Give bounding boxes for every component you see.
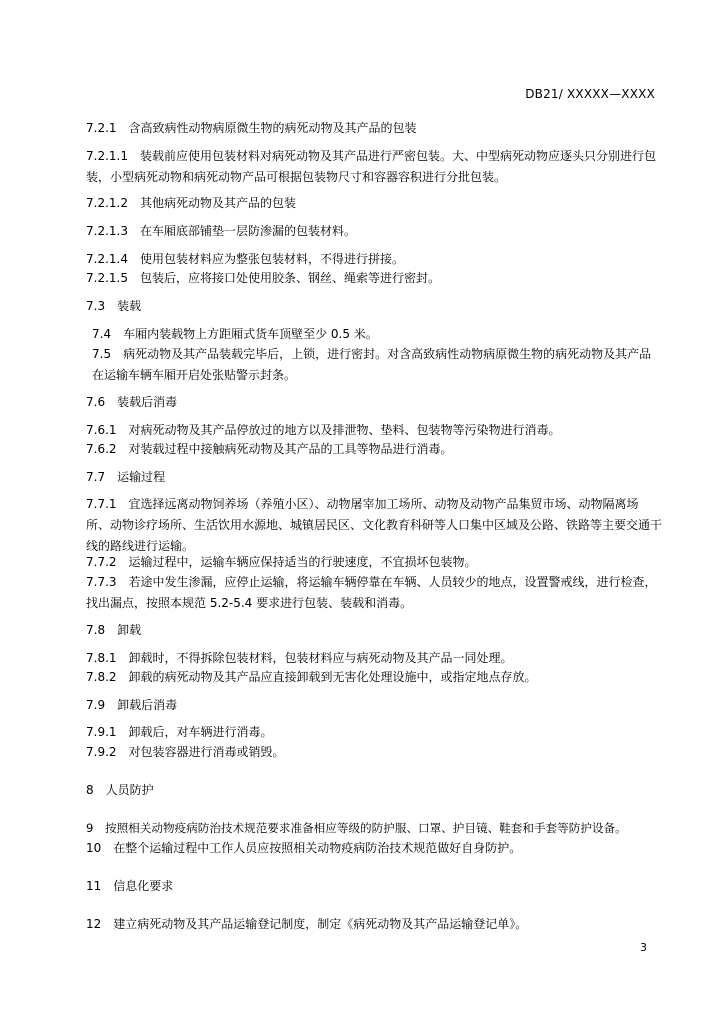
document-code-header: DB21/ XXXXX—XXXX	[525, 87, 655, 101]
section-7-5: 7.5 病死动物及其产品装载完毕后，上锁，进行密封。对含高致病性动物病原微生物的病死动物及其产品在运输车辆车厢开启处张贴警示封条。	[92, 347, 652, 382]
section-7-6-1: 7.6.1 对病死动物及其产品停放过的地方以及排泄物、垫料、包装物等污染物进行消毒。	[86, 423, 561, 437]
section-7-8-2: 7.8.2 卸载的病死动物及其产品应直接卸载到无害化处理设施中，或指定地点存放。	[86, 670, 537, 684]
section-7-3: 7.3 装载	[86, 299, 142, 313]
section-9: 9 按照相关动物疫病防治技术规范要求准备相应等级的防护服、口罩、护目镜、鞋套和手套等防护设备。	[86, 821, 627, 835]
section-7-2-1-2: 7.2.1.2 其他病死动物及其产品的包装	[86, 196, 296, 210]
section-12: 12 建立病死动物及其产品运输登记制度，制定《病死动物及其产品运输登记单》。	[86, 917, 528, 931]
section-7-8: 7.8 卸载	[86, 623, 142, 637]
section-7-9-1: 7.9.1 卸载后，对车辆进行消毒。	[86, 725, 273, 739]
page-number: 3	[640, 941, 647, 954]
section-7-2-1-1: 7.2.1.1 装载前应使用包装材料对病死动物及其产品进行严密包装。大、中型病死动物应逐头只分别进行包装，小型病死动物和病死动物产品可根据包装物尺寸和容器容积进行分批包装。	[86, 149, 656, 184]
section-11: 11 信息化要求	[86, 879, 174, 893]
section-7-2-1-3: 7.2.1.3 在车厢底部铺垫一层防渗漏的包装材料。	[86, 224, 356, 238]
section-10: 10 在整个运输过程中工作人员应按照相关动物疫病防治技术规范做好自身防护。	[86, 841, 522, 855]
section-7-9-2: 7.9.2 对包装容器进行消毒或销毁。	[86, 745, 285, 759]
section-7-2-1: 7.2.1 含高致病性动物病原微生物的病死动物及其产品的包装	[86, 121, 417, 135]
section-8: 8 人员防护	[86, 783, 154, 797]
section-7-2-1-4: 7.2.1.4 使用包装材料应为整张包装材料，不得进行拼接。	[86, 252, 404, 266]
section-7-6: 7.6 装载后消毒	[86, 395, 178, 409]
section-7-7-2: 7.7.2 运输过程中，运输车辆应保持适当的行驶速度，不宜损坏包装物。	[86, 555, 477, 569]
section-7-8-1: 7.8.1 卸载时，不得拆除包装材料，包装材料应与病死动物及其产品一同处理。	[86, 651, 513, 665]
section-7-4: 7.4 车厢内装载物上方距厢式货车顶壁至少 0.5 米。	[92, 327, 378, 341]
section-7-7: 7.7 运输过程	[86, 470, 166, 484]
section-7-7-1: 7.7.1 宜选择远离动物饲养场（养殖小区）、动物屠宰加工场所、动物及动物产品集贸市场、动物隔离场所、动物诊疗场所、生活饮用水源地、城镇居民区、文化教育科研等人口集中区域及公路、铁路等主要交通干线的路线进行运输。	[86, 497, 663, 553]
section-7-6-2: 7.6.2 对装载过程中接触病死动物及其产品的工具等物品进行消毒。	[86, 442, 453, 456]
section-7-7-3: 7.7.3 若途中发生渗漏，应停止运输，将运输车辆停靠在车辆、人员较少的地点，设置警戒线，进行检查，找出漏点，按照本规范 5.2-5.4 要求进行包装、装载和消毒。	[86, 575, 657, 610]
section-7-9: 7.9 卸载后消毒	[86, 698, 178, 712]
section-7-2-1-5: 7.2.1.5 包装后，应将接口处使用胶条、钢丝、绳索等进行密封。	[86, 271, 440, 285]
